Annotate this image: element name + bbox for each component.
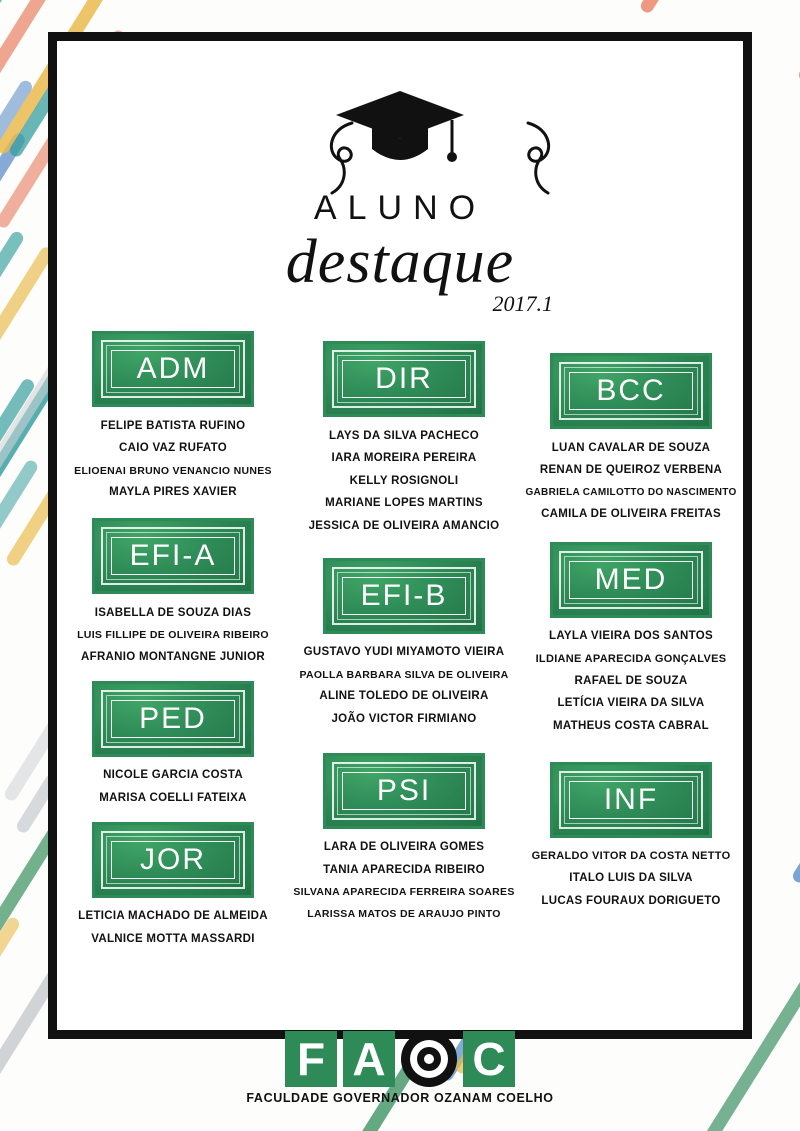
list-item: AFRANIO MONTANGNE JUNIOR: [81, 650, 265, 663]
list-item: MAYLA PIRES XAVIER: [109, 486, 237, 498]
target-bullseye-icon: [401, 1031, 457, 1087]
logo-letter-a: A: [343, 1031, 395, 1087]
list-item: FELIPE BATISTA RUFINO: [100, 419, 246, 432]
course-group: [289, 341, 519, 538]
column-3: [519, 295, 743, 970]
student-list: [57, 906, 289, 951]
list-item: ISABELLA DE SOUZA DIAS: [94, 606, 252, 619]
logo-row: [282, 1031, 518, 1087]
column-2: [289, 295, 519, 970]
list-item: JESSICA DE OLIVEIRA AMANCIO: [308, 519, 500, 532]
course-code: JOR: [140, 842, 206, 876]
list-item: PAOLLA BARBARA SILVA DE OLIVEIRA: [299, 668, 509, 681]
course-code: DIR: [375, 362, 433, 395]
student-list: [519, 437, 743, 526]
list-item: IARA MOREIRA PEREIRA: [331, 452, 477, 464]
student-list: [519, 626, 743, 738]
course-group: [57, 681, 289, 810]
list-item: LUIS FILLIPE DE OLIVEIRA RIBEIRO: [77, 629, 269, 641]
course-group: [519, 542, 743, 738]
list-item: LAYS DA SILVA PACHECO: [328, 429, 480, 442]
course-code: EFI-B: [360, 578, 448, 612]
list-item: MARISA COELLI FATEIXA: [99, 791, 247, 804]
list-item: LARA DE OLIVEIRA GOMES: [323, 841, 485, 853]
course-group: [289, 753, 519, 925]
column-1: [57, 295, 289, 970]
list-item: CAMILA DE OLIVEIRA FREITAS: [541, 507, 721, 520]
list-item: LUAN CAVALAR DE SOUZA: [551, 441, 711, 454]
list-item: ALINE TOLEDO DE OLIVEIRA: [319, 690, 489, 702]
logo-letter-f: F: [285, 1031, 337, 1087]
list-item: LUCAS FOURAUX DORIGUETO: [541, 894, 721, 907]
course-code: PED: [139, 701, 207, 735]
course-code: PSI: [376, 773, 432, 807]
list-item: MATHEUS COSTA CABRAL: [553, 719, 709, 732]
course-badge-ped: [92, 681, 254, 757]
course-code: EFI-A: [129, 539, 217, 572]
student-list: [57, 602, 289, 669]
list-item: VALNICE MOTTA MASSARDI: [91, 932, 255, 945]
list-item: LAYLA VIEIRA DOS SANTOS: [549, 630, 713, 642]
course-badge-efi-b: [323, 558, 485, 634]
course-group: [519, 762, 743, 913]
logo-letter-c: C: [463, 1031, 515, 1087]
list-item: CAIO VAZ RUFATO: [119, 442, 227, 454]
course-badge-psi: [323, 753, 485, 829]
list-item: LETICIA MACHADO DE ALMEIDA: [78, 910, 268, 922]
list-item: NICOLE GARCIA COSTA: [103, 769, 243, 781]
course-group: [57, 822, 289, 951]
list-item: TANIA APARECIDA RIBEIRO: [323, 863, 485, 876]
list-item: MARIANE LOPES MARTINS: [325, 497, 483, 509]
list-item: ITALO LUIS DA SILVA: [569, 872, 693, 884]
list-item: GUSTAVO YUDI MIYAMOTO VIEIRA: [303, 646, 505, 658]
list-item: KELLY ROSIGNOLI: [349, 474, 459, 487]
list-item: RENAN DE QUEIROZ VERBENA: [539, 464, 723, 476]
list-item: LETÍCIA VIEIRA DA SILVA: [557, 697, 705, 709]
page-title-destaque: destaque: [285, 228, 515, 296]
fagoc-logo: [0, 1031, 800, 1123]
course-columns: [57, 295, 743, 970]
course-group: [57, 518, 289, 669]
student-list: [289, 837, 519, 925]
course-code: MED: [594, 562, 668, 596]
course-badge-efi-a: [92, 518, 254, 594]
course-code: ADM: [136, 352, 210, 385]
student-list: [57, 415, 289, 504]
student-list: [289, 425, 519, 538]
list-item: GERALDO VITOR DA COSTA NETTO: [531, 850, 731, 862]
course-badge-med: [550, 542, 712, 618]
list-item: GABRIELA CAMILOTTO DO NASCIMENTO: [525, 486, 737, 498]
course-badge-dir: [323, 341, 485, 417]
course-badge-bcc: [550, 353, 712, 429]
list-item: RAFAEL DE SOUZA: [574, 674, 688, 687]
course-code: INF: [603, 782, 659, 816]
course-group: [519, 353, 743, 526]
student-list: [57, 765, 289, 810]
list-item: ELIOENAI BRUNO VENANCIO NUNES: [74, 464, 272, 477]
list-item: SILVANA APARECIDA FERREIRA SOARES: [293, 886, 515, 898]
course-group: [289, 558, 519, 731]
poster-header: [57, 41, 743, 316]
page-title-aluno: ALUNO: [313, 189, 487, 227]
list-item: ILDIANE APARECIDA GONÇALVES: [535, 652, 727, 665]
course-badge-inf: [550, 762, 712, 838]
list-item: LARISSA MATOS DE ARAUJO PINTO: [307, 907, 501, 920]
student-list: [519, 846, 743, 913]
logo-subtitle: FACULDADE GOVERNADOR OZANAM COELHO: [246, 1091, 554, 1105]
page-year: 2017.1: [492, 291, 553, 316]
course-group: [57, 331, 289, 504]
course-badge-jor: [92, 822, 254, 898]
course-code: BCC: [596, 374, 666, 407]
student-list: [289, 642, 519, 731]
poster-card: [48, 32, 752, 1039]
course-badge-adm: [92, 331, 254, 407]
list-item: JOÃO VICTOR FIRMIANO: [331, 712, 477, 725]
